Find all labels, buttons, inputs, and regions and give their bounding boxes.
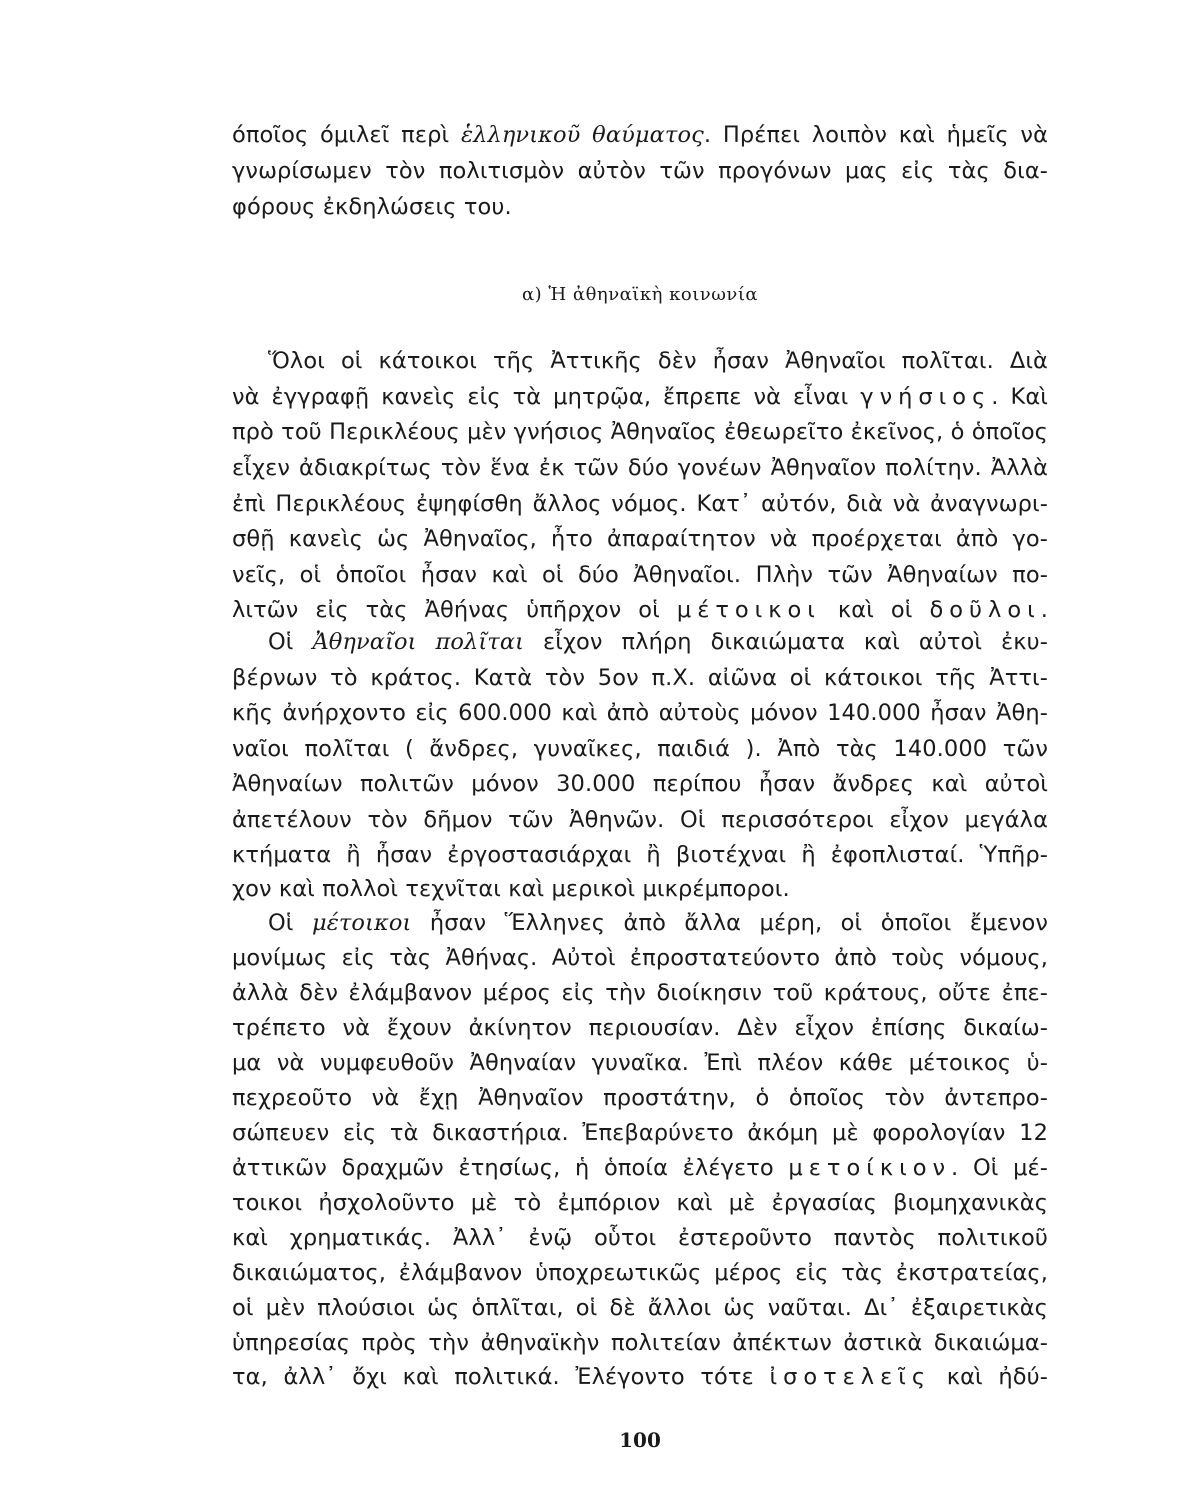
text-line: μα νὰ νυμφευθοῦν Ἀθηναίαν γυναῖκα. Ἐπὶ πλέον κάθε μέτοικος ὑ- xyxy=(232,1050,1048,1076)
text-line: Ὅλοι οἱ κάτοικοι τῆς Ἀττικῆς δὲν ἦσαν Ἀθηναῖοι πολῖται. Διὰ xyxy=(268,348,1048,374)
text-line: Οἱ Ἀθηναῖοι πολῖται εἶχον πλήρη δικαιώματα καὶ αὐτοὶ ἐκυ- xyxy=(268,629,1048,655)
spaced-term: δοῦλοι xyxy=(929,597,1041,623)
text-line: ἐπὶ Περικλέους ἐψηφίσθη ἄλλος νόμος. Κατ᾿ αὐτόν, διὰ νὰ ἀναγνωρι- xyxy=(232,491,1048,517)
text-line: νεῖς, οἱ ὁποῖοι ἦσαν καὶ οἱ δύο Ἀθηναῖοι. Πλὴν τῶν Ἀθηναίων πο- xyxy=(232,562,1048,588)
text-line: τοικοι ἠσχολοῦντο μὲ τὸ ἐμπόριον καὶ μὲ ἐργασίας βιομηχανικὰς xyxy=(232,1190,1048,1216)
text-line: φόρους ἐκδηλώσεις του. xyxy=(232,194,512,220)
spaced-term: μέτοικοι xyxy=(676,597,821,623)
text-line: ὑπηρεσίας πρὸς τὴν ἀθηναϊκὴν πολιτείαν ἀπέκτων ἀστικὰ δικαιώμα- xyxy=(232,1330,1048,1356)
text-line: πρὸ τοῦ Περικλέους μὲν γνήσιος Ἀθηναῖος ἐθεωρεῖτο ἐκεῖνος, ὁ ὁποῖος xyxy=(232,419,1048,445)
text-line: κῆς ἀνήρχοντο εἰς 600.000 καὶ ἀπὸ αὐτοὺς μόνον 140.000 ἦσαν Ἀθη- xyxy=(232,700,1048,726)
text-line: σθῇ κανεὶς ὡς Ἀθηναῖος, ἦτο ἀπαραίτητον νὰ προέρχεται ἀπὸ γο- xyxy=(232,526,1048,552)
text-line: μονίμως εἰς τὰς Ἀθήνας. Αὐτοὶ ἐπροστατεύοντο ἀπὸ τοὺς νόμους, xyxy=(232,945,1048,971)
text-line: κτήματα ἢ ἦσαν ἐργοστασιάρχαι ἢ βιοτέχναι ἢ ἐφοπλισταί. Ὑπῆρ- xyxy=(232,842,1048,868)
text-line: όποῖος όμιλεῖ περὶ ἑλληνικοῦ θαύματος. Πρέπει λοιπὸν καὶ ἡμεῖς νὰ xyxy=(232,122,1048,148)
text-line: σώπευεν εἰς τὰ δικαστήρια. Ἐπεβαρύνετο ἀκόμη μὲ φορολογίαν 12 xyxy=(232,1120,1048,1146)
emphasis-text: ἑλληνικοῦ θαύματος xyxy=(460,122,704,148)
text-line: γνωρίσωμεν τὸν πολιτισμὸν αὐτὸν τῶν προγόνων μας εἰς τὰς δια- xyxy=(232,158,1048,184)
text-line: Ἀθηναίων πολιτῶν μόνον 30.000 περίπου ἦσαν ἄνδρες καὶ αὐτοὶ xyxy=(232,771,1048,797)
section-heading: α) Ἡ ἀθηναϊκὴ κοινωνία xyxy=(521,284,759,305)
text-line: οἱ μὲν πλούσιοι ὡς ὁπλῖται, οἱ δὲ ἄλλοι ὡς ναῦται. Δι᾿ ἐξαιρετικὰς xyxy=(232,1295,1048,1321)
spaced-term: μετοίκιον xyxy=(788,1155,952,1181)
text-line: ἀλλὰ δὲν ἐλάμβανον μέρος εἰς τὴν διοίκησιν τοῦ κράτους, οὔτε ἐπε- xyxy=(232,980,1048,1006)
text-line: τρέπετο νὰ ἔχουν ἀκίνητον περιουσίαν. Δὲν εἶχον ἐπίσης δικαίω- xyxy=(232,1015,1048,1041)
text-line: εἶχεν ἀδιακρίτως τὸν ἕνα ἐκ τῶν δύο γονέων Ἀθηναῖον πολίτην. Ἀλλὰ xyxy=(232,455,1048,481)
spaced-term: γνήσιος xyxy=(860,384,992,410)
text-line: ναῖοι πολῖται ( ἄνδρες, γυναῖκες, παιδιά ). Ἀπὸ τὰς 140.000 τῶν xyxy=(232,736,1048,762)
emphasis-text: μέτοικοι xyxy=(311,910,412,936)
text-line: πεχρεοῦτο νὰ ἔχῃ Ἀθηναῖον προστάτην, ὁ ὁποῖος τὸν ἀντεπρο- xyxy=(232,1085,1048,1111)
text-line: Οἱ μέτοικοι ἦσαν Ἕλληνες ἀπὸ ἄλλα μέρη, οἱ ὁποῖοι ἔμενον xyxy=(268,910,1048,936)
text-line: ἀπετέλουν τὸν δῆμον τῶν Ἀθηνῶν. Οἱ περισσότεροι εἶχον μεγάλα xyxy=(232,807,1048,833)
spaced-term: ἰσοτελεῖς xyxy=(769,1364,932,1390)
page-number: 100 xyxy=(619,1428,661,1452)
text-line: καὶ χρηματικάς. Ἀλλ᾿ ἐνῷ οὗτοι ἐστεροῦντο παντὸς πολιτικοῦ xyxy=(232,1225,1048,1251)
text-line: βέρνων τὸ κράτος. Κατὰ τὸν 5ον π.Χ. αἰῶνα οἱ κάτοικοι τῆς Ἀττι- xyxy=(232,665,1048,691)
text-line: χον καὶ πολλοὶ τεχνῖται καὶ μερικοὶ μικρέμποροι. xyxy=(232,876,790,902)
text-line: ἀττικῶν δραχμῶν ἐτησίως, ἡ ὁποία ἐλέγετο μετοίκιον. Οἱ μέ- xyxy=(232,1155,1048,1181)
text-line: δικαιώματος, ἐλάμβανον ὑποχρεωτικῶς μέρος εἰς τὰς ἐκστρατείας, xyxy=(232,1260,1048,1286)
emphasis-text: Ἀθηναῖοι πολῖται xyxy=(312,629,525,655)
text-line: τα, ἀλλ᾿ ὄχι καὶ πολιτικά. Ἐλέγοντο τότε ἰσοτελεῖς καὶ ἠδύ- xyxy=(232,1364,1048,1390)
text-line: λιτῶν εἰς τὰς Ἀθήνας ὑπῆρχον οἱ μέτοικοι καὶ οἱ δοῦλοι. xyxy=(232,597,1049,623)
text-line: νὰ ἐγγραφῇ κανεὶς εἰς τὰ μητρῷα, ἔπρεπε νὰ εἶναι γνήσιος. Καὶ xyxy=(232,384,1048,410)
